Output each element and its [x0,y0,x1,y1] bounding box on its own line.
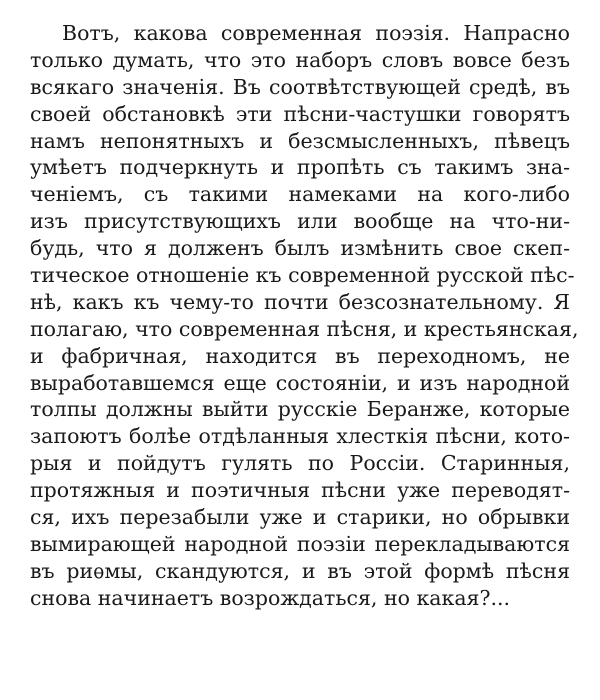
text-line: будь, что я долженъ былъ измѣнить свое скеп- [30,236,570,261]
text-line: Вотъ, какова современная поэзія. Напрасно [62,21,570,45]
text-line: вымирающей народной поэзіи перекладываются [30,531,570,556]
text-line: толпы должны выйти русскіе Беранже, которые [30,397,570,422]
text-line: тическое отношеніе къ современной русской пѣс- [30,263,575,288]
text-line: полагаю, что современная пѣсня, и крестьянская, [30,316,579,341]
text-line: снова начинаетъ возрождаться, но какая?... [30,585,511,610]
text-line: нѣ, какъ къ чему-то почти безсознательному. Я [30,289,570,314]
text-line: только думать, что это наборъ словъ вовсе безъ [30,47,570,72]
text-line: въ риѳмы, скандуются, и въ этой формѣ пѣсня [30,558,570,583]
text-line: выработавшемся еще состояніи, и изъ народной [30,370,570,395]
text-line: умѣетъ подчеркнуть и пропѣть съ такимъ зна- [30,155,570,180]
text-line: и фабричная, находится въ переходномъ, не [30,343,570,368]
text-line: протяжныя и поэтичныя пѣсни уже переводят- [30,478,570,503]
text-line: намъ непонятныхъ и безсмысленныхъ, пѣвецъ [30,128,570,153]
body-paragraph [30,20,579,612]
text-line: ся, ихъ перезабыли уже и старики, но обрывки [30,505,570,530]
text-line: ченіемъ, съ такими намеками на кого-либо [30,182,570,207]
text-line: всякаго значенія. Въ соотвѣтствующей средѣ, въ [30,74,570,99]
text-line: рыя и пойдутъ гулять по Россіи. Старинныя, [30,451,570,476]
text-line: своей обстановкѣ эти пѣсни-частушки говорятъ [30,101,570,126]
text-line: изъ присутствующихъ или вообще на что-ни- [30,209,570,234]
text-line: запоютъ болѣе отдѣланныя хлесткія пѣсни, кото- [30,424,570,449]
